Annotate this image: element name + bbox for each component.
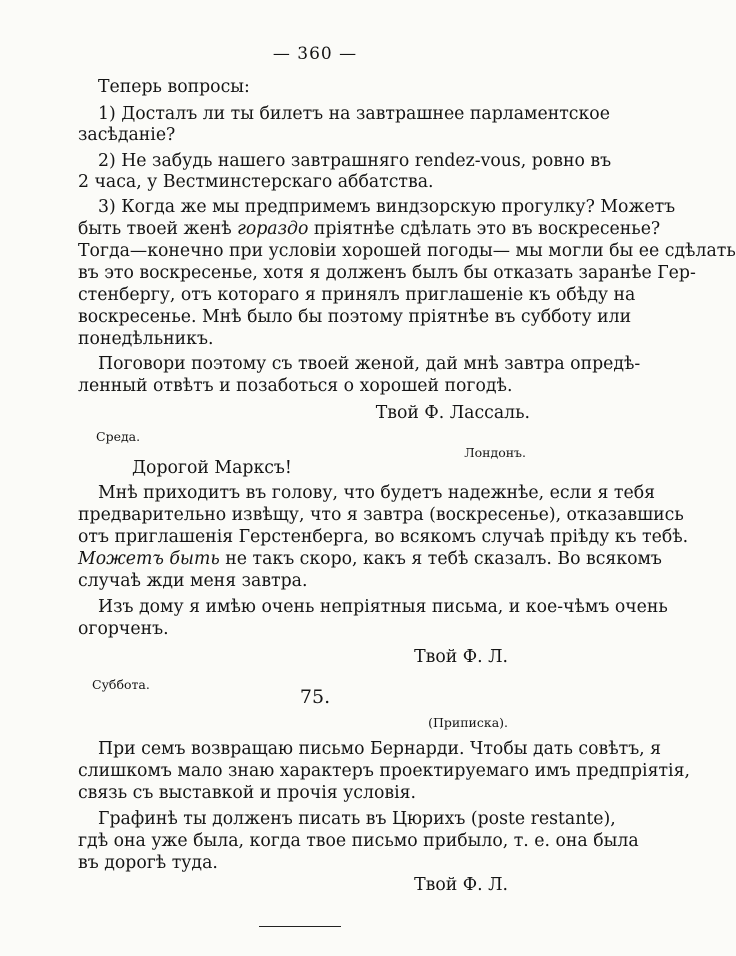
letter1-q2-line1: 2) Не забудь нашего завтрашняго rendez-vous, ровно въ xyxy=(98,151,612,171)
letter3-p2-line2: гдѣ она уже была, когда твое письмо прибыло, т. е. она была xyxy=(78,831,639,851)
letter1-p2-line2: ленный отвѣтъ и позаботься о хорошей погодѣ. xyxy=(78,376,513,396)
letter1-p2-line1: Поговори поэтому съ твоей женой, дай мнѣ завтра опредѣ- xyxy=(98,354,641,374)
emphasis: Можетъ быть xyxy=(78,549,220,569)
letter1-intro: Теперь вопросы: xyxy=(98,77,250,97)
letter1-q3-line7: понедѣльникъ. xyxy=(78,329,214,349)
letter1-q3-line2: быть твоей женѣ гораздо пріятнѣе сдѣлать это въ воскресенье? xyxy=(78,219,661,239)
letter3-p1-line3: связь съ выставкой и прочія условія. xyxy=(78,783,416,803)
letter2-day: Среда. xyxy=(96,429,141,444)
letter2-salutation: Дорогой Марксъ! xyxy=(132,458,292,478)
letter3-p2-line1: Графинѣ ты долженъ писать въ Цюрихъ (poste restante), xyxy=(98,809,616,829)
letter3-day: Суббота. xyxy=(92,677,150,692)
page-number: — 360 — xyxy=(272,44,358,64)
end-rule xyxy=(259,926,341,927)
letter1-q3-line4: въ это воскресенье, хотя я долженъ былъ бы отказать заранѣе Гер- xyxy=(78,263,696,283)
letter1-q1-line1: 1) Досталъ ли ты билетъ на завтрашнее парламентское xyxy=(98,104,610,124)
letter1-q3-line3: Тогда—конечно при условіи хорошей погоды— мы могли бы ее сдѣлать xyxy=(78,241,736,261)
letter1-q2-line2: 2 часа, у Вестминстерскаго аббатства. xyxy=(78,172,434,192)
letter2-place: Лондонъ. xyxy=(464,445,526,460)
letter1-signature: Твой Ф. Лассаль. xyxy=(375,403,530,423)
letter2-signature: Твой Ф. Л. xyxy=(414,647,508,667)
letter2-p1-line5: случаѣ жди меня завтра. xyxy=(78,571,308,591)
letter2-p2-line1: Изъ дому я имѣю очень непріятныя письма, и кое-чѣмъ очень xyxy=(98,597,668,617)
letter3-p1-line2: слишкомъ мало знаю характеръ проектируемаго имъ предпріятія, xyxy=(78,761,690,781)
letter3-p2-line3: въ дорогѣ туда. xyxy=(78,853,218,873)
letter3-signature: Твой Ф. Л. xyxy=(414,875,508,895)
letter2-p1-line3: отъ приглашенія Герстенберга, во всякомъ случаѣ пріѣду къ тебѣ. xyxy=(78,527,689,547)
letter1-q3-line1: 3) Когда же мы предпримемъ виндзорскую прогулку? Можетъ xyxy=(98,197,676,217)
letter2-p1-line2: предварительно извѣщу, что я завтра (воскресенье), отказавшись xyxy=(78,505,684,525)
letter3-note: (Приписка). xyxy=(428,715,508,730)
letter2-p2-line2: огорченъ. xyxy=(78,619,169,639)
letter2-p1-line1: Мнѣ приходитъ въ голову, что будетъ надежнѣе, если я тебя xyxy=(98,483,656,503)
letter3-p1-line1: При семъ возвращаю письмо Бернарди. Чтобы дать совѣтъ, я xyxy=(98,739,662,759)
letter1-q3-line6: воскресенье. Мнѣ было бы поэтому пріятнѣе въ субботу или xyxy=(78,307,632,327)
letter3-number: 75. xyxy=(299,686,331,708)
emphasis: гораздо xyxy=(237,219,309,239)
letter1-q3-line5: стенбергу, отъ котораго я принялъ приглашеніе къ обѣду на xyxy=(78,285,636,305)
letter2-p1-line4: Можетъ быть не такъ скоро, какъ я тебѣ сказалъ. Во всякомъ xyxy=(78,549,662,569)
letter1-q1-line2: засѣданіе? xyxy=(78,125,176,145)
